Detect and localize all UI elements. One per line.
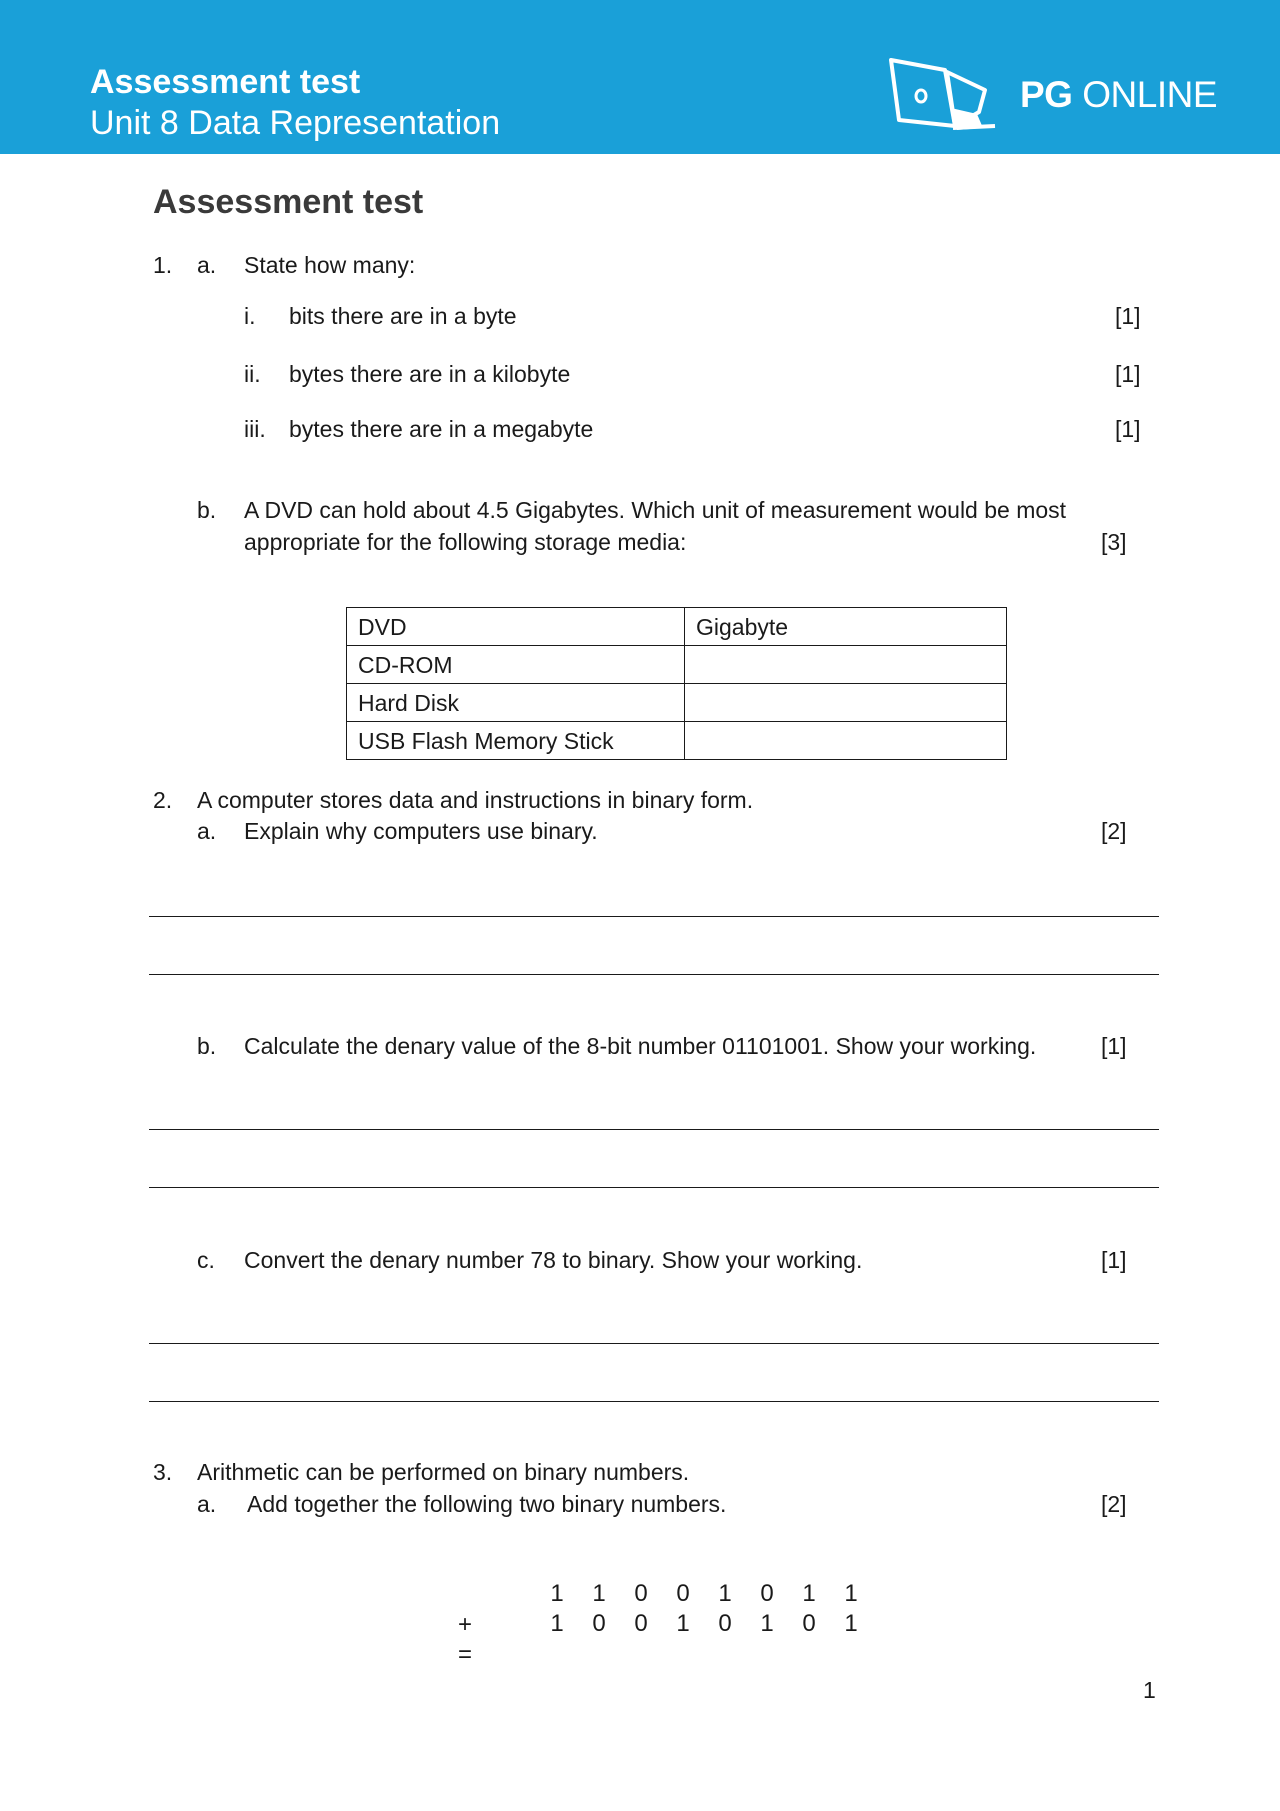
q1a-label: a.	[197, 252, 217, 278]
answer-line[interactable]	[149, 1343, 1159, 1344]
answer-line[interactable]	[149, 1187, 1159, 1188]
table-row	[347, 722, 1007, 760]
header-subtitle: Unit 8 Data Representation	[90, 104, 501, 142]
q2a-mark: [2]	[1101, 818, 1127, 844]
logo-text-light: ONLINE	[1082, 74, 1218, 115]
binary-digit: 0	[676, 1580, 690, 1607]
binary-digit: 0	[718, 1610, 732, 1637]
q3a-mark: [2]	[1101, 1491, 1127, 1517]
binary-digit: 1	[550, 1580, 564, 1607]
table-cell-medium: Hard Disk	[347, 684, 685, 722]
q1a-item-text: bits there are in a byte	[289, 303, 517, 329]
binary-digit: 0	[802, 1610, 816, 1637]
binary-operand-1	[536, 1579, 872, 1609]
header-title: Assessment test	[90, 63, 361, 101]
q1b-mark: [3]	[1101, 529, 1127, 555]
q1a-item-mark: [1]	[1115, 416, 1141, 442]
table-cell-unit[interactable]	[685, 684, 1007, 722]
storage-units-table	[346, 607, 1007, 760]
table-cell-unit[interactable]	[685, 722, 1007, 760]
q1a-item-text: bytes there are in a megabyte	[289, 416, 594, 442]
table-cell-medium: USB Flash Memory Stick	[347, 722, 685, 760]
q3a-label: a.	[197, 1491, 217, 1517]
q1b-label: b.	[197, 497, 217, 523]
logo-text	[1020, 74, 1217, 116]
binary-digit: 0	[760, 1580, 774, 1607]
binary-digit: 1	[802, 1580, 816, 1607]
pg-online-logo	[885, 54, 1218, 136]
binary-digit: 1	[718, 1580, 732, 1607]
q2c-label: c.	[197, 1247, 215, 1273]
binary-digit: 1	[844, 1580, 858, 1607]
q1a-item-text: bytes there are in a kilobyte	[289, 361, 571, 387]
page-heading: Assessment test	[153, 183, 424, 221]
answer-line[interactable]	[149, 1401, 1159, 1402]
equals-sign: =	[458, 1641, 473, 1668]
q2-number: 2.	[153, 787, 173, 813]
table-row	[347, 608, 1007, 646]
header-banner	[0, 0, 1280, 154]
q1a-item-mark: [1]	[1115, 361, 1141, 387]
q1a-item-number: ii.	[244, 361, 261, 387]
binary-digit: 0	[592, 1610, 606, 1637]
page-number: 1	[1143, 1677, 1156, 1703]
q2-stem: A computer stores data and instructions in binary form.	[197, 787, 754, 813]
plus-sign: +	[458, 1611, 473, 1638]
q2b-text: Calculate the denary value of the 8-bit number 01101001. Show your working.	[244, 1033, 1037, 1059]
q1-number: 1.	[153, 252, 173, 278]
q2a-text: Explain why computers use binary.	[244, 818, 598, 844]
answer-line[interactable]	[149, 974, 1159, 975]
binary-digit: 1	[550, 1610, 564, 1637]
table-cell-unit[interactable]: Gigabyte	[685, 608, 1007, 646]
binary-digit: 1	[676, 1610, 690, 1637]
binary-operand-2	[536, 1609, 872, 1639]
table-cell-medium: CD-ROM	[347, 646, 685, 684]
binary-digit: 1	[844, 1610, 858, 1637]
answer-line[interactable]	[149, 1129, 1159, 1130]
q2c-mark: [1]	[1101, 1247, 1127, 1273]
table-row	[347, 684, 1007, 722]
table-cell-unit[interactable]	[685, 646, 1007, 684]
q3-number: 3.	[153, 1459, 173, 1485]
q2a-label: a.	[197, 818, 217, 844]
q1b-line1: A DVD can hold about 4.5 Gigabytes. Which unit of measurement would be most	[244, 497, 1067, 523]
q1b-line2: appropriate for the following storage media:	[244, 529, 687, 555]
q1a-stem: State how many:	[244, 252, 416, 278]
binary-digit: 0	[634, 1580, 648, 1607]
table-cell-medium: DVD	[347, 608, 685, 646]
logo-text-bold: PG	[1020, 74, 1073, 115]
q2b-mark: [1]	[1101, 1033, 1127, 1059]
q3a-text: Add together the following two binary numbers.	[247, 1491, 727, 1517]
q1a-item-number: iii.	[244, 416, 266, 442]
q3-stem: Arithmetic can be performed on binary numbers.	[197, 1459, 690, 1485]
q1a-item-number: i.	[244, 303, 256, 329]
q1a-item-mark: [1]	[1115, 303, 1141, 329]
q2b-label: b.	[197, 1033, 217, 1059]
answer-line[interactable]	[149, 916, 1159, 917]
q2c-text: Convert the denary number 78 to binary. Show your working.	[244, 1247, 863, 1273]
binary-digit: 1	[760, 1610, 774, 1637]
laptop-icon	[885, 54, 1015, 136]
table-row	[347, 646, 1007, 684]
binary-digit: 0	[634, 1610, 648, 1637]
binary-digit: 1	[592, 1580, 606, 1607]
